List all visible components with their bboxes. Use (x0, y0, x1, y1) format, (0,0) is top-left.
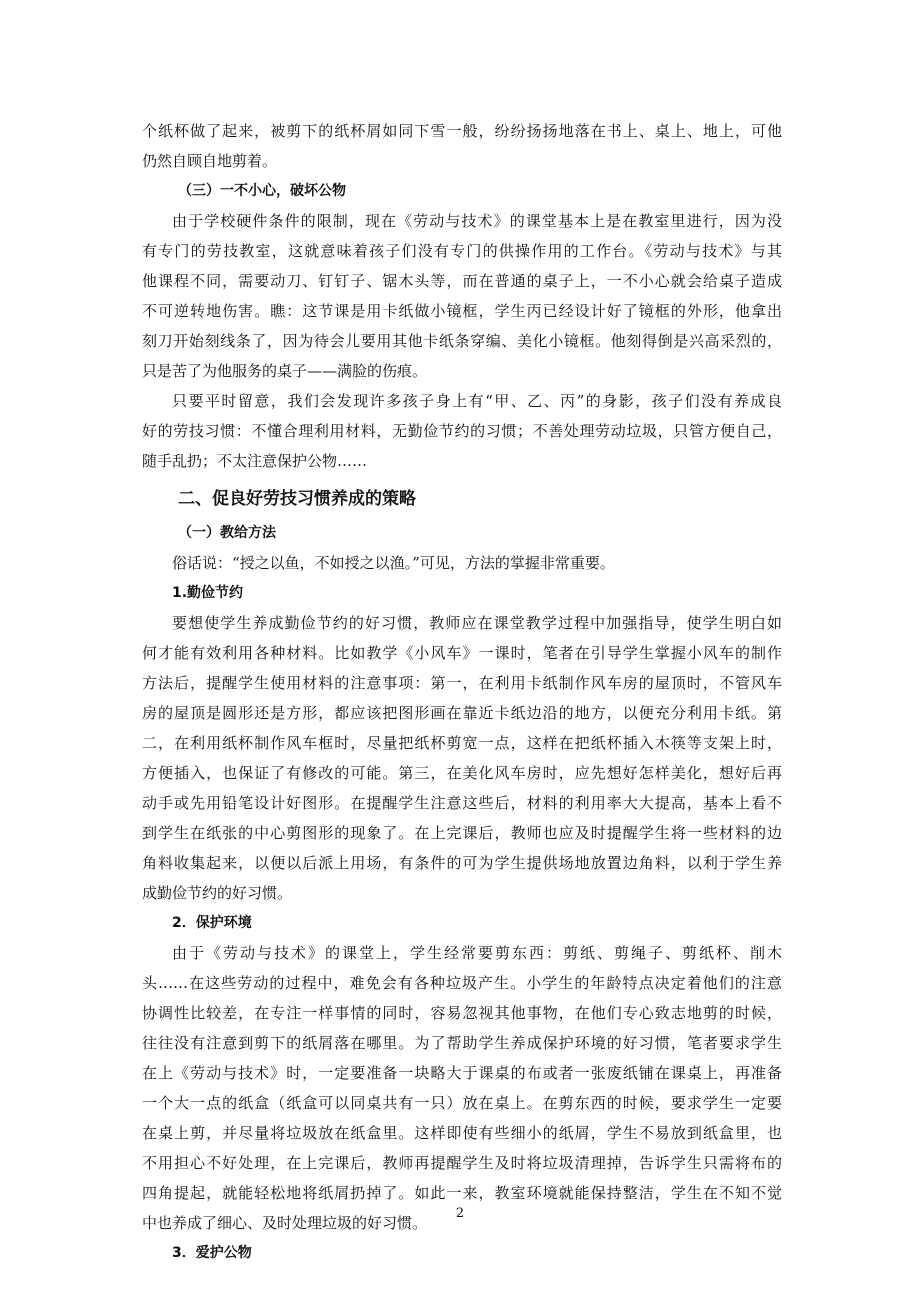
paragraph-line: 他课程不同，需要动刀、钉钉子、锯木头等，而在普通的桌子上，一不小心就会给桌子造成 (142, 272, 782, 290)
section-heading: 二、促良好劳技习惯养成的策略 (178, 489, 416, 509)
paragraph-line: 有专门的劳技教室，这就意味着孩子们没有专门的供操作用的工作台。《劳动与技术》与其 (142, 242, 782, 260)
paragraph-line: 由于《劳动与技术》的课堂上，学生经常要剪东西：剪纸、剪绳子、剪纸杯、削木 (172, 944, 782, 962)
paragraph-line: 中也养成了细心、及时处理垃圾的好习惯。 (142, 1214, 428, 1232)
paragraph-line: 二，在利用纸杯制作风车框时，尽量把纸杯剪宽一点，这样在把纸杯插入木筷等支架上时， (142, 734, 782, 752)
item-heading: 3．爱护公物 (172, 1245, 252, 1261)
paragraph-line: 房的屋顶是圆形还是方形，都应该把图形画在靠近卡纸边沿的地方，以便充分利用卡纸。第 (142, 704, 782, 722)
paragraph-line: 在桌上剪，并尽量将垃圾放在纸盒里。这样即使有些细小的纸屑，学生不易放到纸盒里，也 (142, 1124, 782, 1142)
paragraph-line: 何才能有效利用各种材料。比如教学《小风车》一课时，笔者在引导学生掌握小风车的制作 (142, 644, 782, 662)
paragraph-line: 不用担心不好处理，在上完课后，教师再提醒学生及时将垃圾清理掉，告诉学生只需将布的 (142, 1154, 782, 1172)
paragraph-line: 刻刀开始刻线条了，因为待会儿要用其他卡纸条穿编、美化小镜框。他刻得倒是兴高采烈的， (142, 332, 782, 350)
paragraph-line: 协调性比较差，在专注一样事情的同时，容易忽视其他事物，在他们专心致志地剪的时候， (142, 1004, 782, 1022)
paragraph-line: 四角提起，就能轻松地将纸屑扔掉了。如此一来，教室环境就能保持整洁，学生在不知不觉 (142, 1184, 782, 1202)
subsection-heading: （一）教给方法 (178, 525, 276, 541)
paragraph-line: 到学生在纸张的中心剪图形的现象了。在上完课后，教师也应及时提醒学生将一些材料的边 (142, 824, 782, 842)
item-heading: 2．保护环境 (172, 915, 252, 931)
item-heading: 1.勤俭节约 (172, 585, 244, 601)
paragraph-line: 要想使学生养成勤俭节约的好习惯，教师应在课堂教学过程中加强指导，使学生明白如 (172, 614, 782, 632)
paragraph-line: 俗话说：“授之以鱼，不如授之以渔。”可见，方法的掌握非常重要。 (172, 554, 615, 572)
paragraph-line: 动手或先用铅笔设计好图形。在提醒学生注意这些后，材料的利用率大大提高，基本上看不 (142, 794, 782, 812)
paragraph-line: 不可逆转地伤害。瞧：这节课是用卡纸做小镜框，学生丙已经设计好了镜框的外形，他拿出 (142, 302, 782, 320)
paragraph-line: 在上《劳动与技术》时，一定要准备一块略大于课桌的布或者一张废纸铺在课桌上，再准备 (142, 1064, 782, 1082)
paragraph-line: 只是苦了为他服务的桌子——满脸的伤痕。 (142, 362, 428, 380)
page-number: 2 (455, 1206, 465, 1221)
paragraph-line: 成勤俭节约的好习惯。 (142, 884, 293, 902)
paragraph-line: 往往没有注意到剪下的纸屑落在哪里。为了帮助学生养成保护环境的好习惯，笔者要求学生 (142, 1034, 782, 1052)
paragraph-line: 好的劳技习惯：不懂合理利用材料，无勤俭节约的习惯；不善处理劳动垃圾，只管方便自己， (142, 422, 782, 440)
paragraph-line: 由于学校硬件条件的限制，现在《劳动与技术》的课堂基本上是在教室里进行，因为没 (172, 212, 782, 230)
document-body (142, 116, 782, 1268)
paragraph-line: 头……在这些劳动的过程中，难免会有各种垃圾产生。小学生的年龄特点决定着他们的注意 (142, 974, 782, 992)
paragraph-line: 方法后，提醒学生使用材料的注意事项：第一，在利用卡纸制作风车房的屋顶时，不管风车 (142, 674, 782, 692)
paragraph-line: 仍然自顾自地剪着。 (142, 152, 278, 170)
paragraph-line: 只要平时留意，我们会发现许多孩子身上有“甲、乙、丙”的身影，孩子们没有养成良 (172, 392, 782, 410)
paragraph-line: 随手乱扔；不太注意保护公物…… (142, 452, 368, 470)
paragraph-line: 个纸杯做了起来，被剪下的纸杯屑如同下雪一般，纷纷扬扬地落在书上、桌上、地上，可他 (142, 122, 782, 140)
paragraph-line: 角料收集起来，以便以后派上用场，有条件的可为学生提供场地放置边角料，以利于学生养 (142, 854, 782, 872)
paragraph-line: 一个大一点的纸盒（纸盒可以同桌共有一只）放在桌上。在剪东西的时候，要求学生一定要 (142, 1094, 782, 1112)
paragraph-line: 方便插入，也保证了有修改的可能。第三，在美化风车房时，应先想好怎样美化，想好后再 (142, 764, 782, 782)
subsection-heading: （三）一不小心，破坏公物 (178, 183, 346, 199)
